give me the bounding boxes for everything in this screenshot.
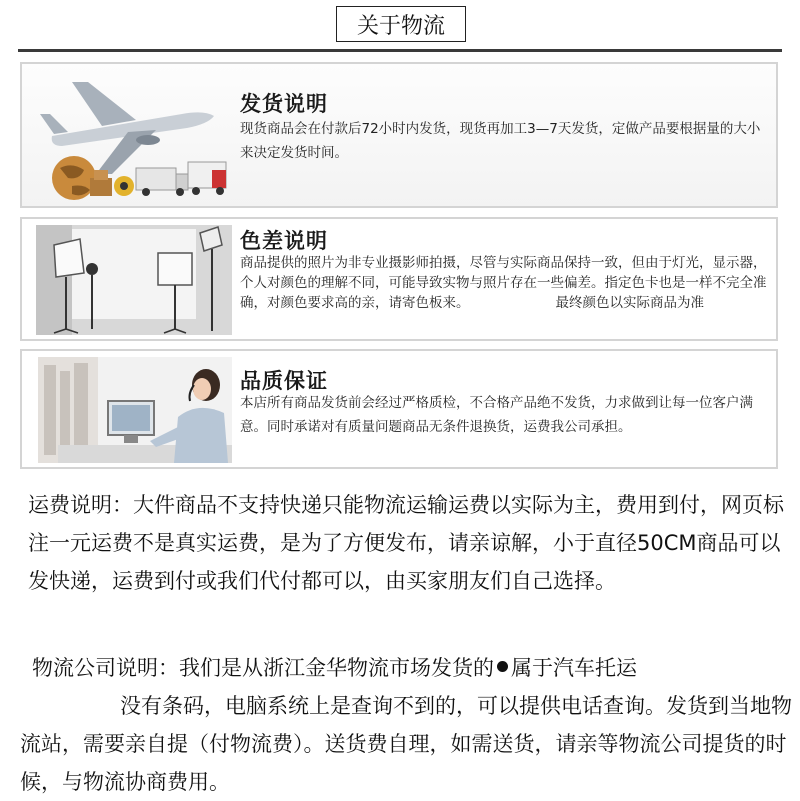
logistics-note-rest: 没有条码，电脑系统上是查询不到的，可以提供电话查询。发货到当地物流站，需要亲自提（付物流费）。送货费自理，如需送货，请亲等物流公司提货的时候，与物流协商费用。 [20, 694, 792, 794]
customer-service-image [38, 357, 232, 463]
card-heading-shipping: 发货说明 [240, 92, 328, 116]
logistics-note-line1-b: 属于汽车托运 [511, 656, 637, 680]
shipping-info-card [20, 62, 778, 208]
card-text-color-main: 商品提供的照片为非专业摄影师拍摄，尽管与实际商品保持一致，但由于灯光，显示器，个人对颜色的理解不同，可能导致实物与照片存在一些偏差。指定色卡也是一样不完全准确，对颜色要求高的亲，请寄色板来。 [240, 255, 767, 311]
card-text-shipping: 现货商品会在付款后72小时内发货，现货再加工3—7天发货，定做产品要根据量的大小来决定发货时间。 [240, 121, 761, 161]
card-text-color-tail: 最终颜色以实际商品为准 [555, 295, 704, 311]
bullet-dot-icon [497, 661, 508, 672]
logistics-note-line1-a: 物流公司说明：我们是从浙江金华物流市场发货的 [32, 656, 494, 680]
page-title: 关于物流 [336, 6, 466, 42]
title-divider [18, 49, 782, 52]
card-text-quality: 本店所有商品发货前会经过严格质检，不合格产品绝不发货，力求做到让每一位客户满意。同时承诺对有质量问题商品无条件退换货，运费我公司承担。 [240, 395, 753, 435]
logistics-company-note [20, 649, 796, 801]
shipping-fee-note: 运费说明：大件商品不支持快递只能物流运输运费以实际为主，费用到付，网页标注一元运费不是真实运费，是为了方便发布，请亲谅解，小于直径50CM商品可以发快递，运费到付或我们代付都可以，由买家朋友们自己选择。 [28, 493, 784, 593]
card-heading-quality: 品质保证 [240, 369, 328, 393]
airplane-truck-globe-image [32, 74, 232, 202]
photo-studio-image [36, 225, 232, 335]
card-text-color [240, 253, 774, 313]
quality-guarantee-card [20, 349, 778, 469]
card-heading-color: 色差说明 [240, 229, 328, 253]
color-difference-card [20, 217, 778, 341]
